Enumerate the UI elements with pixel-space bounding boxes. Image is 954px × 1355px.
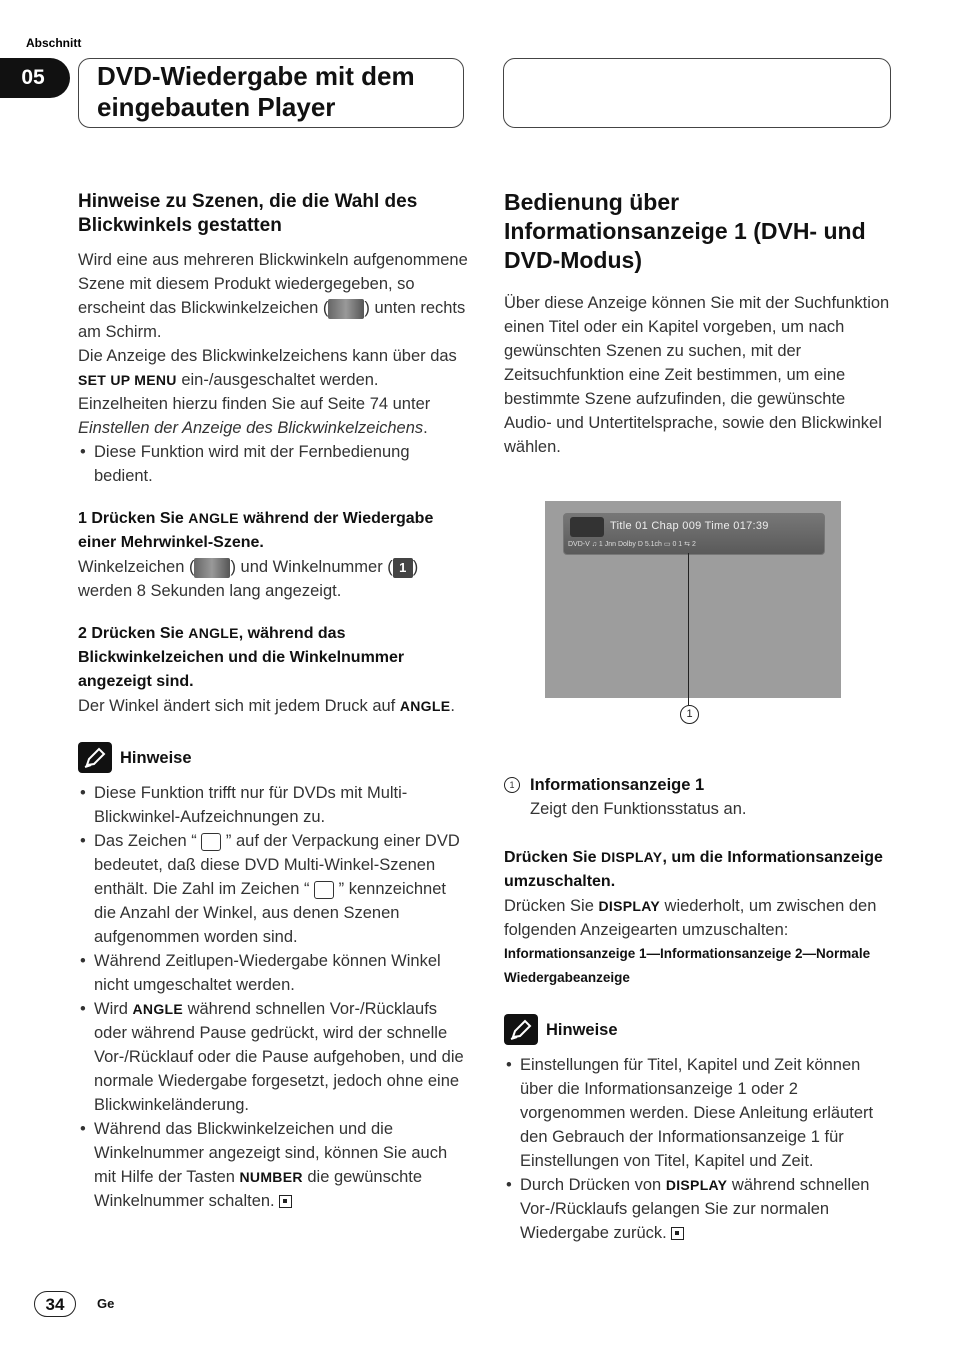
section-number: 05 — [0, 58, 70, 98]
right-heading: Bedienung über Informationsanzeige 1 (DVH- und DVD-Modus) — [504, 189, 866, 273]
multi-angle-icon — [201, 833, 221, 851]
multi-angle-icon — [314, 881, 334, 899]
left-para2: Die Anzeige des Blickwinkelzeichens kann über das SET UP MENU ein-/ausgeschaltet werden. Einzelheiten hierzu finden Sie auf Seite 74 unter Einstellen der Anzeige des Blickwinkelzeichens. — [78, 347, 457, 437]
empty-title-box — [503, 58, 891, 128]
left-heading: Hinweise zu Szenen, die die Wahl des Blickwinkels gestatten — [78, 191, 418, 236]
osd-status-row: DVD-V ♫ 1 Jnn Dolby D 5.1ch ▭ 0 1 ⇆ 2 — [568, 541, 696, 548]
end-mark-icon — [279, 1195, 292, 1208]
step1-heading: 1 Drücken Sie ANGLE während der Wiedergabe einer Mehrwinkel-Szene. — [78, 510, 434, 551]
pencil-icon — [78, 742, 112, 773]
list-item: • Diese Funktion trifft nur für DVDs mit Multi-Blickwinkel-Aufzeichnungen zu. — [78, 781, 470, 829]
notes-title: Hinweise — [546, 1020, 618, 1039]
angle-number-icon: 1 — [393, 558, 413, 578]
step2-heading: 2 Drücken Sie ANGLE, während das Blickwinkelzeichen und die Winkelnummer angezeigt sind. — [78, 625, 405, 690]
display-step-text: Drücken Sie DISPLAY wiederholt, um zwischen den folgenden Anzeigearten umzuschalten: — [504, 897, 877, 939]
list-item: • Einstellungen für Titel, Kapitel und Zeit können über die Informationsanzeige 1 oder 2 vorgenommen werden. Diese Anleitung erläutert den Gebrauch der Informationsanzeige 1 für Einstellungen von Titel, Kapitel und Zeit. — [504, 1053, 894, 1173]
disc-icon — [570, 517, 604, 537]
legend-number: 1 — [504, 777, 520, 793]
list-item: • Während das Blickwinkelzeichen und die Winkelnummer angezeigt sind, können Sie auch mit Hilfe der Tasten NUMBER die gewünschte Winkelnummer schalten. — [78, 1117, 470, 1213]
display-illustration — [545, 501, 841, 698]
step2-text: Der Winkel ändert sich mit jedem Druck auf ANGLE. — [78, 697, 455, 715]
right-notes — [504, 1053, 894, 1245]
left-notes — [78, 781, 470, 1213]
notes-title: Hinweise — [120, 748, 192, 767]
chapter-title-line2: eingebauten Player — [97, 92, 336, 122]
list-item: • Das Zeichen “ ” auf der Verpackung einer DVD bedeutet, daß diese DVD Multi-Winkel-Szenen enthält. Die Zahl im Zeichen “ ” kennzeichnet die Anzahl der Winkel, aus denen Szenen aufgenommen worden sind. — [78, 829, 470, 949]
left-bullets — [78, 440, 470, 488]
notes-header — [78, 742, 470, 773]
notes-header — [504, 1014, 894, 1045]
chapter-title-line1: DVD-Wiedergabe mit dem — [97, 61, 415, 91]
legend-title: Informationsanzeige 1 — [530, 776, 705, 794]
end-mark-icon — [671, 1227, 684, 1240]
left-para1: Wird eine aus mehreren Blickwinkeln aufgenommene Szene mit diesem Produkt wiedergegeben, so erscheint das Blickwinkelzeichen ( ) unten rechts am Schirm. — [78, 251, 468, 341]
display-sequence: Informationsanzeige 1—Informationsanzeige 2—Normale Wiedergabeanzeige — [504, 946, 871, 985]
right-column-lower — [504, 773, 894, 1245]
section-label: Abschnitt — [26, 36, 82, 50]
info-display-bar — [563, 513, 825, 555]
right-column — [504, 188, 894, 459]
chapter-title — [78, 58, 464, 128]
right-intro: Über diese Anzeige können Sie mit der Suchfunktion einen Titel oder ein Kapitel vorgeben, um nach gewünschten Szenen zu suchen, mit der Zeitsuchfunktion eine Zeit bestimmen, um eine bestimmte Szene aufzufinden, die gewünschte Audio- und Untertitelsprache, sowie den Blickwinkel wählen. — [504, 294, 890, 456]
language-code: Ge — [97, 1296, 115, 1311]
step1-text: Winkelzeichen ( ) und Winkelnummer ( 1 ) werden 8 Sekunden lang angezeigt. — [78, 558, 419, 600]
list-item: • Während Zeitlupen-Wiedergabe können Winkel nicht umgeschaltet werden. — [78, 949, 470, 997]
callout-line — [688, 553, 689, 705]
list-item: • Durch Drücken von DISPLAY während schnellen Vor-/Rücklaufs gelangen Sie zur normalen Wiedergabe zurück. — [504, 1173, 894, 1245]
angle-icon — [194, 558, 230, 578]
osd-title-row: Title 01 Chap 009 Time 017:39 — [610, 520, 769, 532]
display-step-heading: Drücken Sie DISPLAY, um die Informationsanzeige umzuschalten. — [504, 849, 883, 890]
legend-desc: Zeigt den Funktionsstatus an. — [530, 800, 747, 818]
left-column — [78, 190, 470, 1213]
angle-icon — [328, 299, 364, 319]
list-item: • Wird ANGLE während schnellen Vor-/Rücklaufs oder während Pause gedrückt, wird der schnelle Vor-/Rücklauf oder die Pause aufgehoben, und die normale Wiedergabe forgesetzt, jedoch ohne eine Blickwinkeländerung. — [78, 997, 470, 1117]
legend-item — [504, 773, 894, 821]
list-item: • Diese Funktion wird mit der Fernbedienung bedient. — [78, 440, 470, 488]
callout-number: 1 — [680, 705, 699, 724]
page-number: 34 — [34, 1291, 76, 1317]
pencil-icon — [504, 1014, 538, 1045]
